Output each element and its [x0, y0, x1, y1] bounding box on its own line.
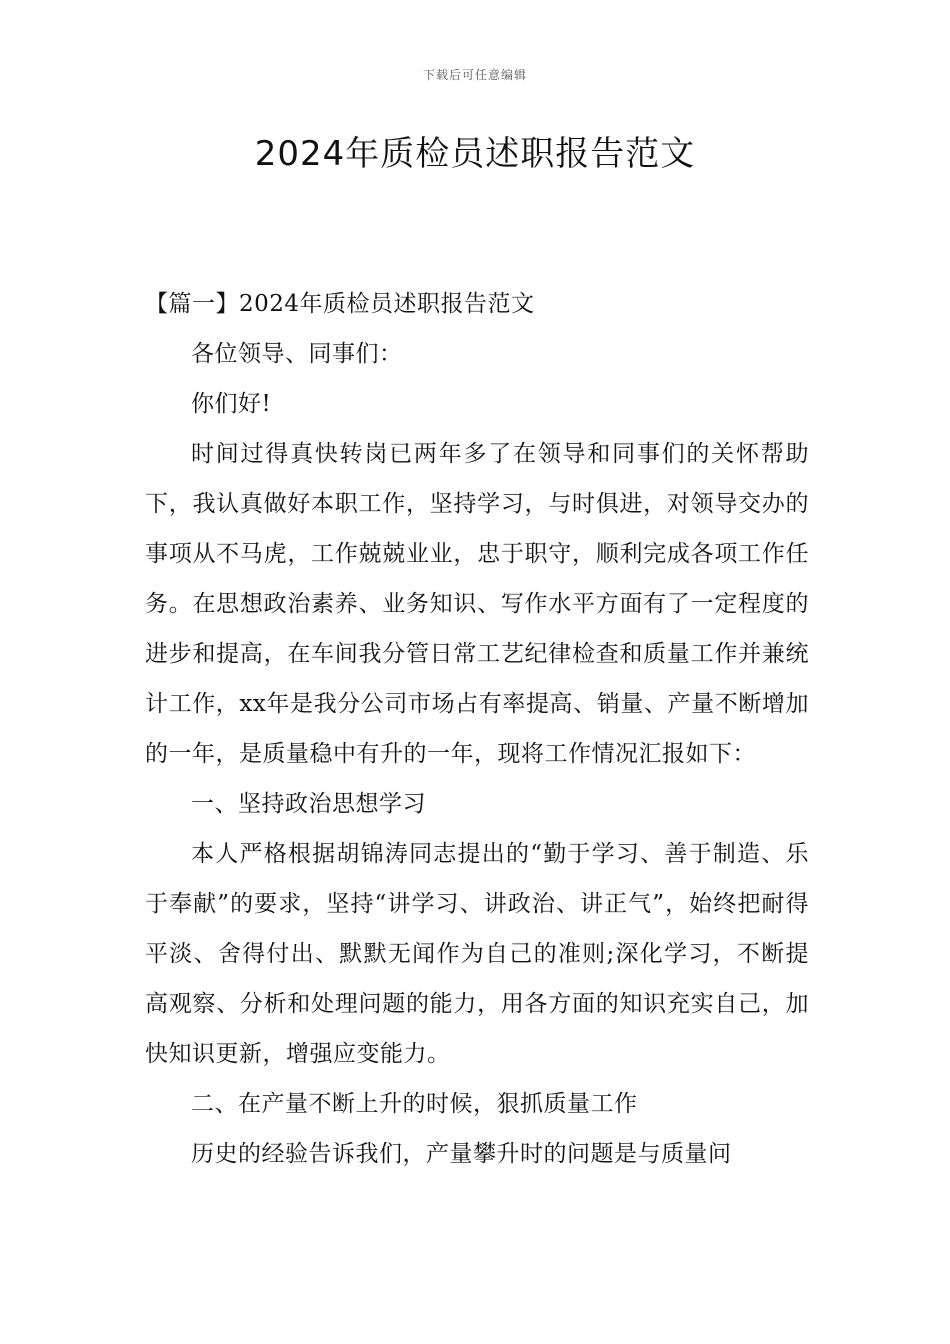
document-body [145, 279, 809, 1179]
paragraph-intro: 时间过得真快转岗已两年多了在领导和同事们的关怀帮助下，我认真做好本职工作，坚持学习，与时俱进，对领导交办的事项从不马虎，工作兢兢业业，忠于职守，顺利完成各项工作任务。在思想政治素养、业务知识、写作水平方面有了一定程度的进步和提高，在车间我分管日常工艺纪律检查和质量工作并兼统计工作，xx年是我分公司市场占有率提高、销量、产量不断增加的一年，是质量稳中有升的一年，现将工作情况汇报如下： [145, 441, 809, 767]
subheading-2: 二、在产量不断上升的时候，狠抓质量工作 [191, 1091, 638, 1117]
header-note: 下载后可任意编辑 [422, 68, 527, 82]
salutation: 各位领导、同事们： [191, 341, 403, 367]
section-heading: 【篇一】2024年质检员述职报告范文 [145, 291, 535, 317]
greeting: 你们好! [191, 391, 272, 417]
paragraph-quality: 历史的经验告诉我们，产量攀升时的问题是与质量问 [191, 1141, 732, 1167]
document-title: 2024年质检员述职报告范文 [254, 134, 696, 174]
subheading-1: 一、坚持政治思想学习 [191, 791, 426, 817]
paragraph-study: 本人严格根据胡锦涛同志提出的“勤于学习、善于制造、乐于奉献”的要求，坚持“讲学习、讲政治、讲正气”，始终把耐得平淡、舍得付出、默默无闻作为自己的准则;深化学习，不断提高观察、分析和处理问题的能力，用各方面的知识充实自己，加快知识更新，增强应变能力。 [145, 841, 809, 1067]
